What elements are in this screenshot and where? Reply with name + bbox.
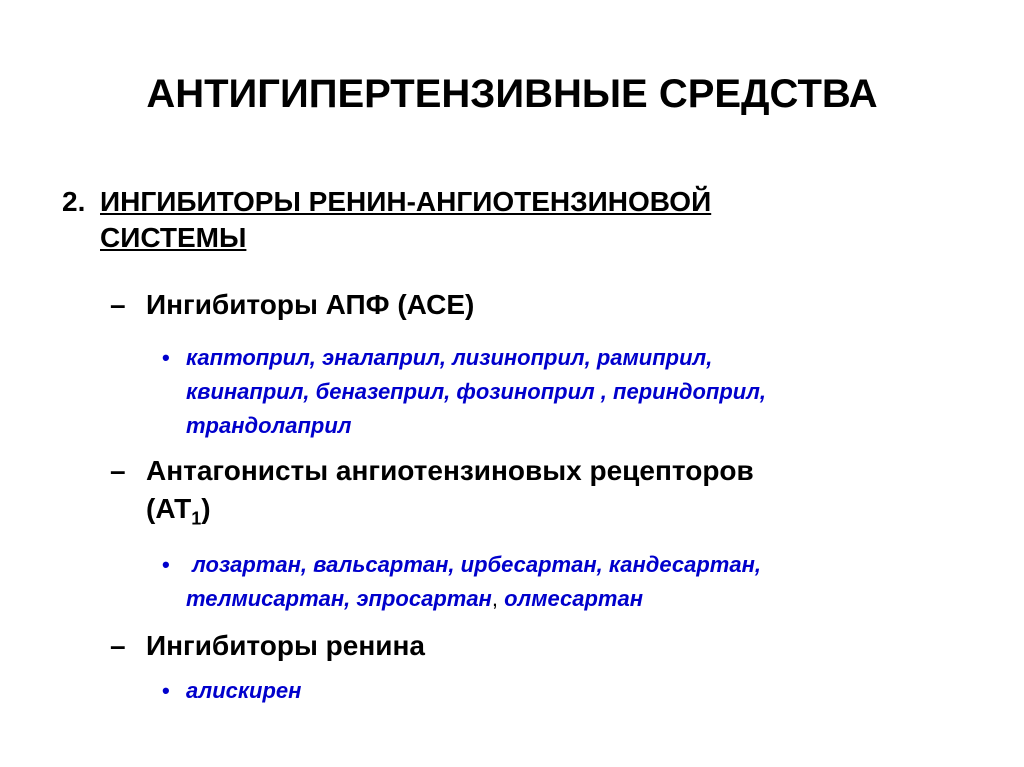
section-heading-line1: ИНГИБИТОРЫ РЕНИН-АНГИОТЕНЗИНОВОЙ [100,186,712,217]
group-renin-inhibitors [110,627,425,665]
bullet-marker: • [162,552,170,577]
group-at1-antagonists [110,452,754,528]
drug-line: алискирен [186,678,302,703]
drug-line: трандолаприл [186,413,352,438]
drug-list-ace [162,341,766,443]
section-heading-line2: СИСТЕМЫ [100,222,247,253]
drug-line: лозартан, вальсартан, ирбесартан, кандесартан, [186,552,761,577]
comma: , [491,586,498,611]
slide-title: АНТИГИПЕРТЕНЗИВНЫЕ СРЕДСТВА [146,72,878,116]
drug-line: квинаприл, беназеприл, фозиноприл , периндоприл, [186,379,767,404]
bullet-marker: • [162,345,170,370]
drug-line: телмисартан, эпросартан [186,586,492,611]
dash-marker: – [110,455,126,486]
drug-list-sartans [162,548,761,616]
subscript: 1 [191,508,202,529]
group-ace-inhibitors [110,286,474,324]
group-label: Ингибиторы АПФ (АСЕ) [146,289,475,320]
dash-marker: – [110,289,126,320]
group-label: Ингибиторы ренина [146,630,425,661]
drug-line: каптоприл, эналаприл, лизиноприл, рамиприл, [186,345,713,370]
drug-list-renin [162,674,301,708]
group-label-line2: (АТ [146,493,192,524]
section-number: 2. [62,186,86,217]
group-label: Антагонисты ангиотензиновых рецепторов [146,455,754,486]
bullet-marker: • [162,678,170,703]
drug-line: олмесартан [497,586,643,611]
group-label-line2-suffix: ) [201,493,211,524]
section-heading [62,184,711,256]
dash-marker: – [110,630,126,661]
